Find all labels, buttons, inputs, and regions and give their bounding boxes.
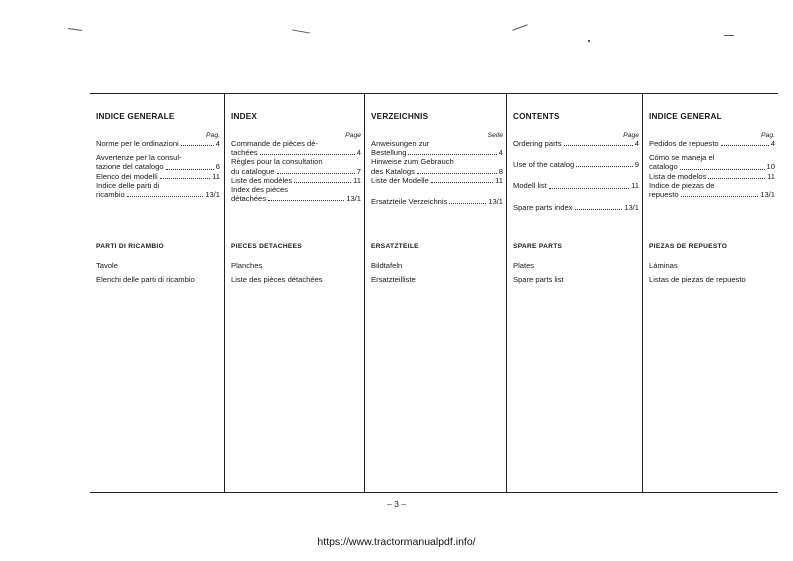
section-item: Listas de piezas de repuesto <box>649 275 746 285</box>
page-label: Pag. <box>206 132 220 139</box>
index-entry: tachées 4 <box>231 148 361 158</box>
index-entry: Index des pièces <box>231 185 288 195</box>
index-entry: Bestellung 4 <box>371 148 503 158</box>
column-title: INDICE GENERALE <box>96 112 175 121</box>
scan-speck <box>588 40 590 42</box>
page-number: – 3 – <box>387 499 406 509</box>
index-entry: Règles pour la consultation <box>231 157 323 167</box>
section-item: Plates <box>513 261 535 270</box>
section-item: Tavole <box>96 261 118 270</box>
index-entry: tazione del catalogo 6 <box>96 162 220 172</box>
page-label: Page <box>623 132 639 139</box>
column-french <box>224 94 365 492</box>
section-item: Ersatzteilliste <box>371 275 416 285</box>
column-spanish <box>642 94 779 492</box>
index-entry: Anweisungen zur <box>371 139 430 148</box>
section-item: Elenchi delle parti di ricambio <box>96 275 195 285</box>
column-title: INDICE GENERAL <box>649 112 722 121</box>
index-entry: Pedidos de repuesto 4 <box>649 139 775 148</box>
section-item: Liste des pièces détachées <box>231 275 323 285</box>
column-title: CONTENTS <box>513 112 560 121</box>
index-entry: Norme per le ordinazioni 4 <box>96 139 220 148</box>
column-italian <box>90 94 224 492</box>
index-entry: Ordering parts 4 <box>513 139 639 148</box>
section-item: Bildtafeln <box>371 261 403 270</box>
index-entry: Liste des modèles 11 <box>231 175 361 185</box>
index-entry: Commande de pièces dé- <box>231 139 318 148</box>
index-entry: du catalogue 7 <box>231 166 361 176</box>
column-title: VERZEICHNIS <box>371 112 429 121</box>
section-item: Spare parts list <box>513 275 564 285</box>
scan-speck <box>292 29 310 33</box>
index-entry: Spare parts index 13/1 <box>513 202 639 212</box>
section-title: PARTI DI RICAMBIO <box>96 243 164 250</box>
index-entry: Indice de piezas de <box>649 180 715 190</box>
index-entry: catalogo 10 <box>649 162 775 172</box>
section-title: SPARE PARTS <box>513 243 563 250</box>
index-entry: Use of the catalog 9 <box>513 160 639 170</box>
index-entry: Hinweise zum Gebrauch <box>371 157 454 167</box>
index-entry: des Katalogs 8 <box>371 166 503 176</box>
section-item: Láminas <box>649 261 678 270</box>
index-entry: détachées 13/1 <box>231 194 361 204</box>
bottom-rule <box>90 492 778 493</box>
column-english <box>506 94 643 492</box>
section-title: ERSATZTEILE <box>371 243 419 250</box>
page-label: Pag. <box>761 132 775 139</box>
index-entry: repuesto 13/1 <box>649 190 775 200</box>
index-entry: Lista de modelos 11 <box>649 171 775 181</box>
index-entry: Indice delle parti di <box>96 180 160 190</box>
scan-speck <box>512 24 527 30</box>
index-entry: Liste der Modelle 11 <box>371 175 503 185</box>
section-title: PIECES DETACHEES <box>231 243 302 250</box>
index-entry: Ersatzteile Verzeichnis 13/1 <box>371 197 503 207</box>
page-label: Page <box>345 132 361 139</box>
scan-speck <box>68 28 82 31</box>
scan-speck <box>724 35 734 36</box>
index-entry: Cómo se maneja el <box>649 153 715 163</box>
source-url[interactable]: https://www.tractormanualpdf.info/ <box>317 536 476 548</box>
section-item: Planches <box>231 261 263 270</box>
page-label: Seite <box>487 132 503 139</box>
index-entry: Elenco dei modelli 11 <box>96 171 220 181</box>
column-title: INDEX <box>231 112 258 121</box>
column-german <box>364 94 507 492</box>
index-entry: ricambio 13/1 <box>96 190 220 200</box>
index-entry: Modell list 11 <box>513 181 639 191</box>
section-title: PIEZAS DE REPUESTO <box>649 243 728 250</box>
index-entry: Avvertenze per la consul- <box>96 153 182 163</box>
